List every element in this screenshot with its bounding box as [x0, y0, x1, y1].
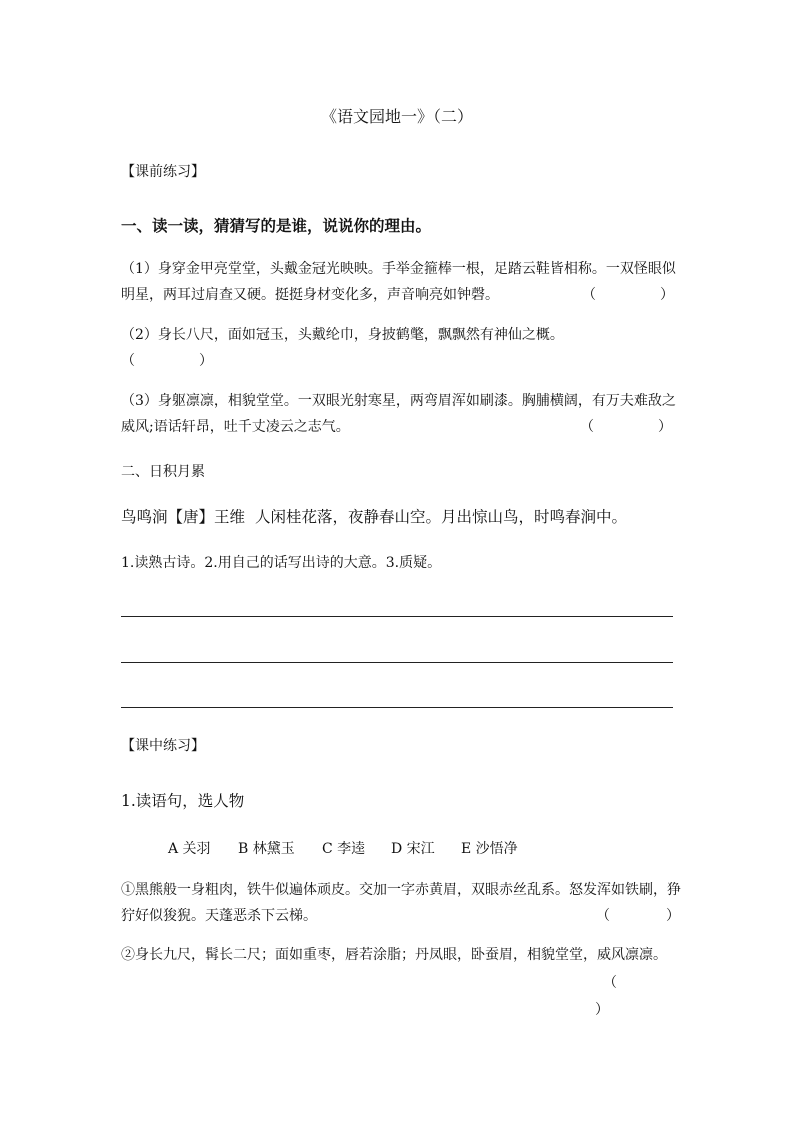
answer-blank-open[interactable]: （ [603, 975, 617, 991]
answer-blank[interactable] [121, 352, 213, 370]
blank-open: （ [596, 908, 610, 924]
page-title: 《语文园地一》（二） [320, 107, 473, 126]
option-a: A 关羽 [168, 841, 211, 857]
question-2-title: 二、日积月累 [121, 464, 205, 480]
answer-blank[interactable] [580, 418, 672, 436]
option-d: D 宋江 [391, 841, 435, 857]
q1-item-3-line-2: 威风;语话轩昂，吐千丈凌云之志气。 [121, 419, 350, 435]
answer-blank[interactable] [582, 286, 674, 304]
poem-line [121, 508, 627, 526]
poem-body: 人闲桂花落，夜静春山空。月出惊山鸟，时鸣春涧中。 [255, 508, 628, 526]
answer-line[interactable] [121, 616, 673, 617]
q1-item-3-line-1: （3）身躯凛凛，相貌堂堂。一双眼光射寒星，两弯眉浑如刷漆。胸脯横阔，有万夫难敌之 [121, 393, 676, 409]
q1-item-1-line-2: 明星，两耳过肩查又硬。挺挺身材变化多，声音响亮如钟磬。 [121, 287, 499, 303]
option-b: B 林黛玉 [238, 841, 295, 857]
answer-blank-close[interactable]: ） [595, 1002, 609, 1018]
q1-item-2-line-1: （2）身长八尺，面如冠玉，头戴纶巾，身披鹤氅，飘飘然有神仙之概。 [121, 327, 564, 343]
answer-blank[interactable] [596, 907, 680, 925]
answer-line[interactable] [121, 662, 673, 663]
poem-task: 1.读熟古诗。2.用自己的话写出诗的大意。3.质疑。 [121, 555, 442, 571]
in-class-item-1-line-1: ①黑熊般一身粗肉，铁牛似遍体顽皮。交加一字赤黄眉，双眼赤丝乱系。怒发浑如铁刷，狰 [121, 882, 681, 898]
in-class-question-1-title: 1.读语句，选人物 [121, 792, 245, 810]
blank-close: ） [666, 908, 680, 924]
in-class-item-2-line-1: ②身长九尺，髯长二尺；面如重枣，唇若涂脂；丹凤眼，卧蚕眉，相貌堂堂，威风凛凛。 [121, 947, 667, 963]
blank-open: （ [121, 353, 135, 369]
in-class-heading: 【课中练习】 [121, 738, 205, 754]
poem-title: 鸟鸣涧【唐】王维 [121, 508, 246, 526]
option-c: C 李逵 [322, 841, 366, 857]
blank-close: ） [658, 419, 672, 435]
answer-line[interactable] [121, 707, 673, 708]
in-class-item-1-line-2: 狞好似狻猊。天蓬恶杀下云梯。 [121, 908, 317, 924]
blank-open: （ [580, 419, 594, 435]
blank-close: ） [199, 353, 213, 369]
option-e: E 沙悟净 [461, 841, 518, 857]
blank-open: （ [582, 287, 596, 303]
pre-class-heading: 【课前练习】 [121, 164, 205, 180]
blank-close: ） [660, 287, 674, 303]
q1-item-1-line-1: （1）身穿金甲亮堂堂，头戴金冠光映映。手举金箍棒一根，足踏云鞋皆相称。一双怪眼似 [121, 261, 676, 277]
question-1-title: 一、读一读，猜猜写的是谁，说说你的理由。 [121, 216, 432, 235]
